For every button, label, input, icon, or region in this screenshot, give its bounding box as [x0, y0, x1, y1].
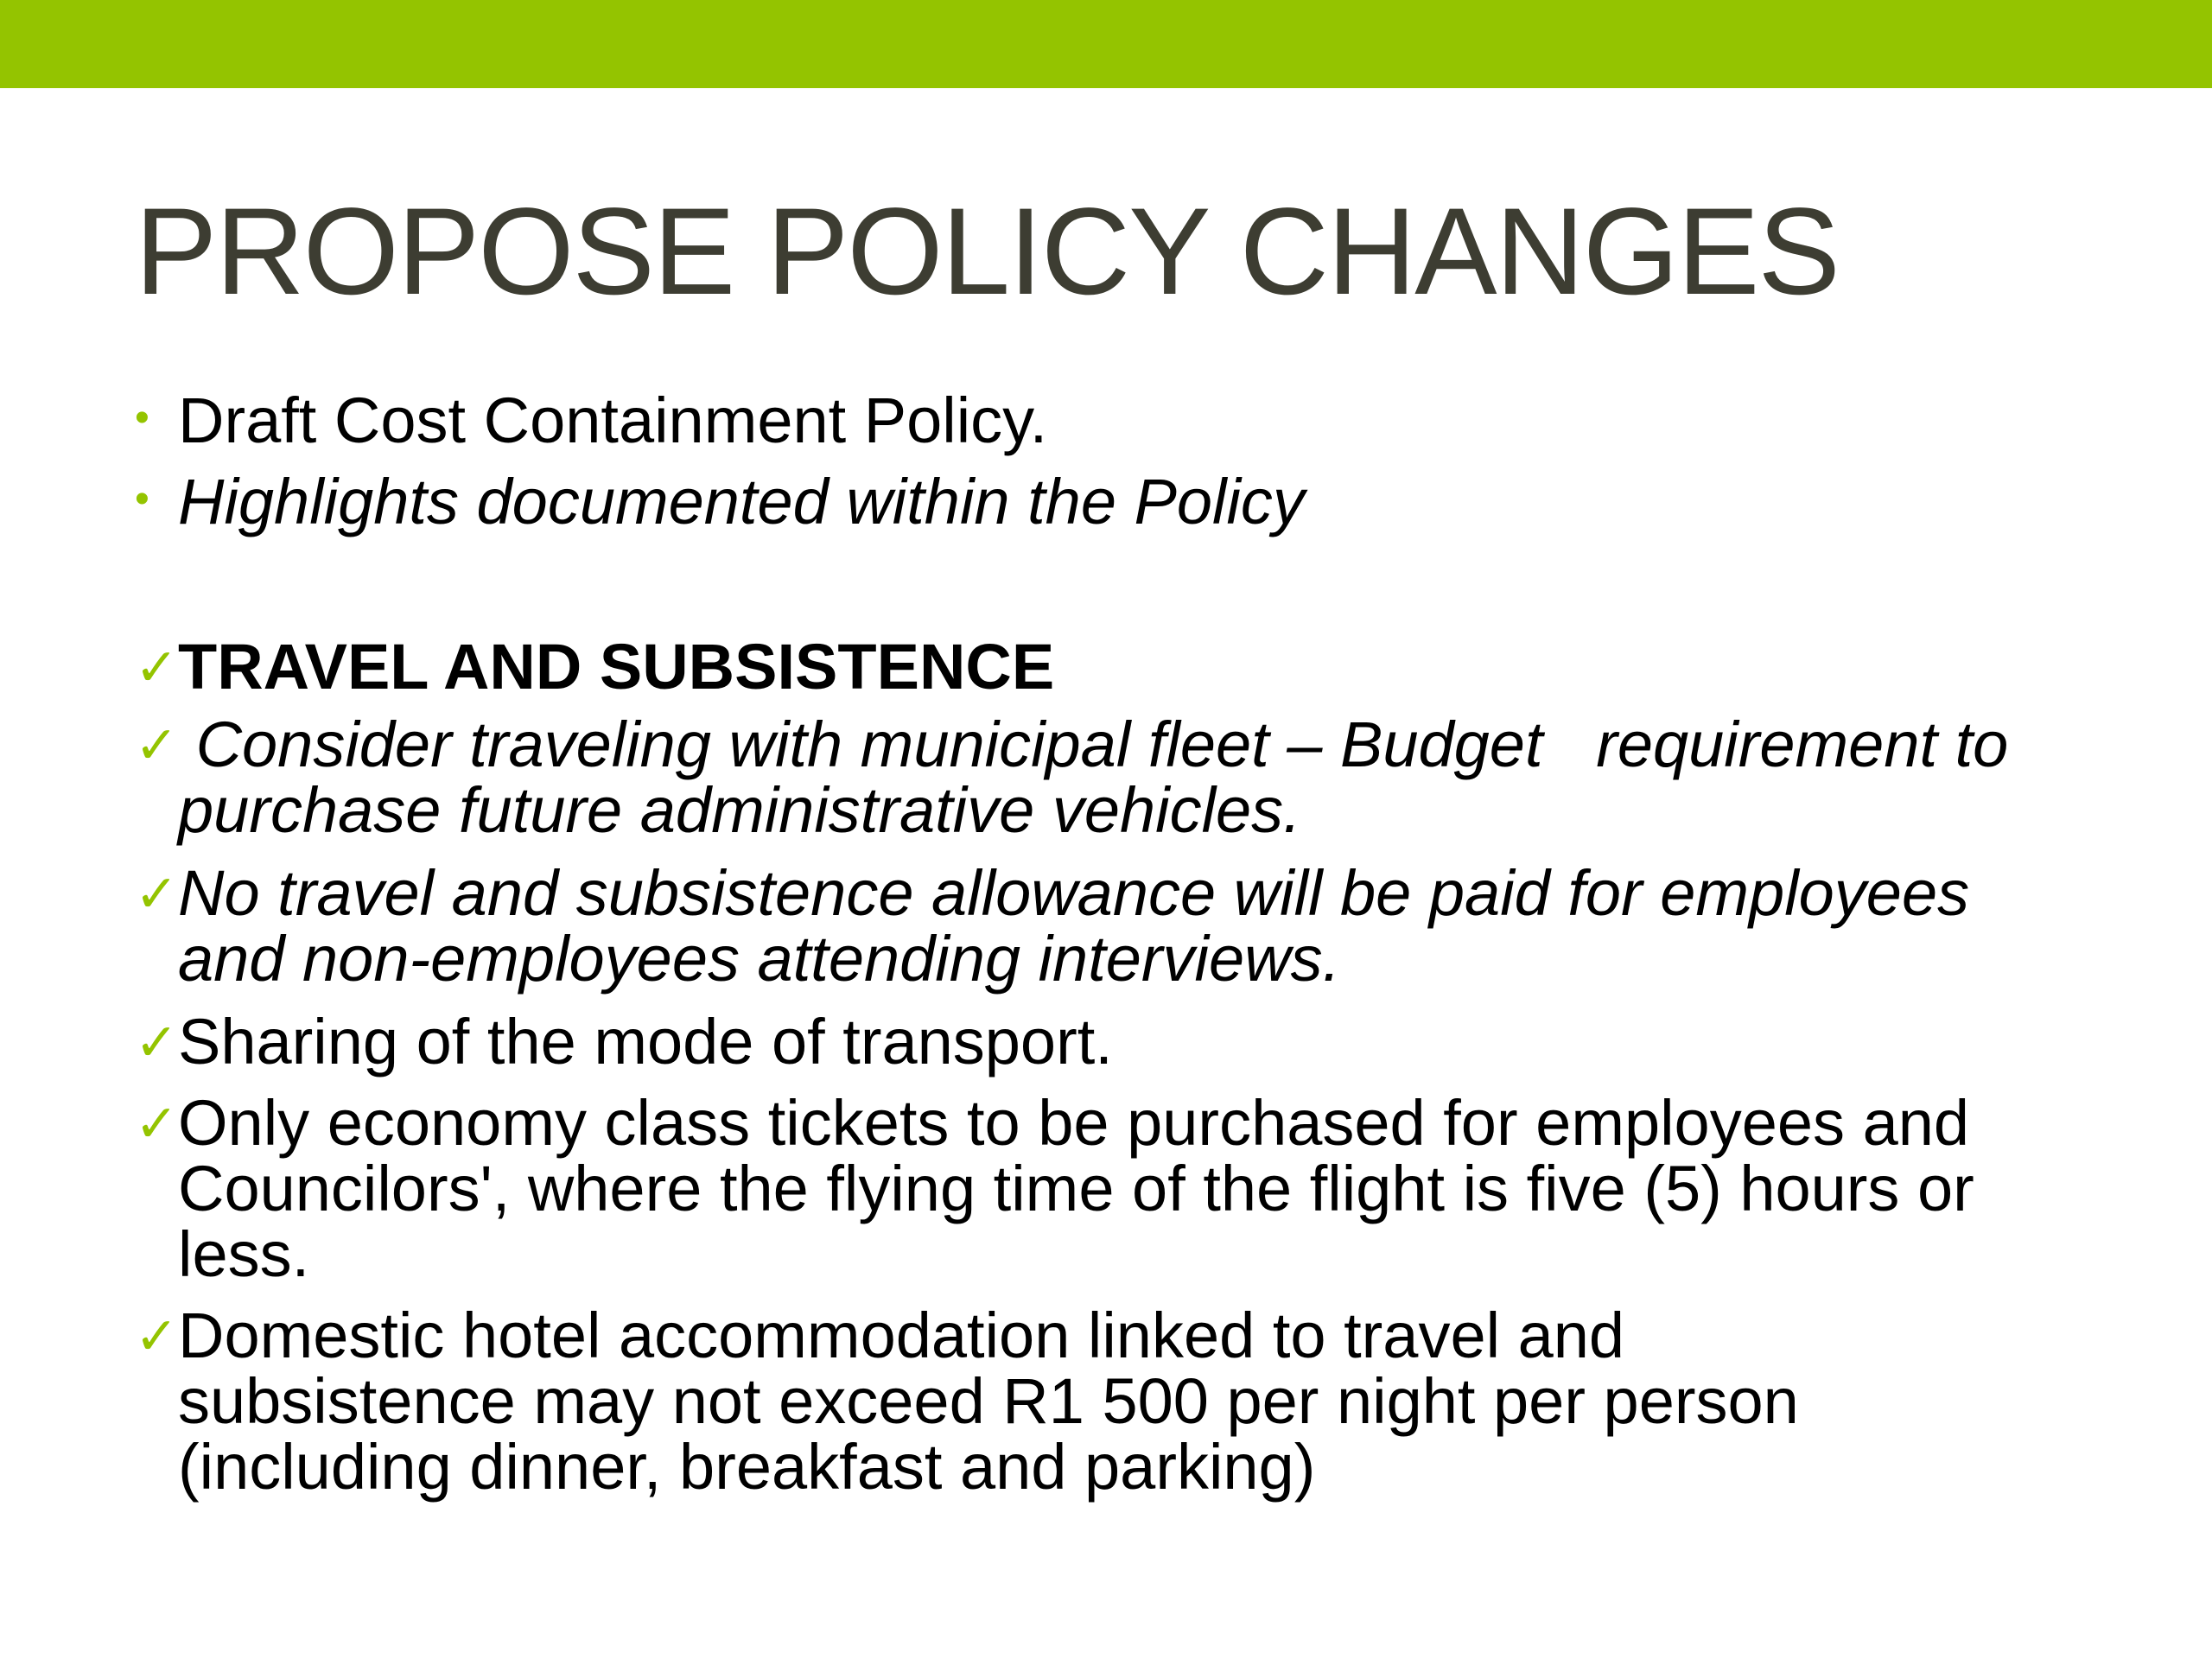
checkmark-icon: ✓: [135, 865, 179, 923]
round-bullet-icon: •: [135, 476, 149, 522]
bullet-text: Draft Cost Containment Policy.: [178, 385, 1048, 456]
check-item: [135, 709, 2088, 846]
checkmark-icon: ✓: [135, 639, 179, 696]
check-item-heading: [135, 631, 2088, 702]
check-item-text: Domestic hotel accommodation linked to travel and subsistence may not exceed R1 500 per night per person (including dinner, breakfast and parking): [178, 1300, 1799, 1503]
check-item-text: Consider traveling with municipal fleet – Budget requirement to purchase future administrative vehicles.: [178, 709, 2026, 846]
checkmark-icon: ✓: [135, 716, 179, 774]
check-item-text: Sharing of the mode of transport.: [178, 1006, 1113, 1077]
check-item-text: TRAVEL AND SUBSISTENCE: [178, 631, 1055, 702]
check-item-text: Only economy class tickets to be purchased for employees and Councilors', where the flying time of the flight is five (5) hours or less.: [178, 1087, 1974, 1290]
checkmark-icon: ✓: [135, 1307, 179, 1365]
checkmark-icon: ✓: [135, 1095, 179, 1153]
round-bullet-icon: •: [135, 395, 149, 441]
check-item-text: No travel and subsistence allowance will be paid for employees and non-employees attending interviews.: [178, 857, 1970, 995]
slide-title: PROPOSE POLICY CHANGES: [135, 183, 1839, 321]
check-item: [135, 1300, 1863, 1503]
checkmark-icon: ✓: [135, 1014, 179, 1071]
accent-bar: [0, 0, 2212, 88]
check-item: [135, 1006, 2088, 1077]
check-item: [135, 857, 2088, 995]
bullet-text: Highlights documented within the Policy: [178, 466, 1305, 537]
check-item: [135, 1087, 2088, 1290]
